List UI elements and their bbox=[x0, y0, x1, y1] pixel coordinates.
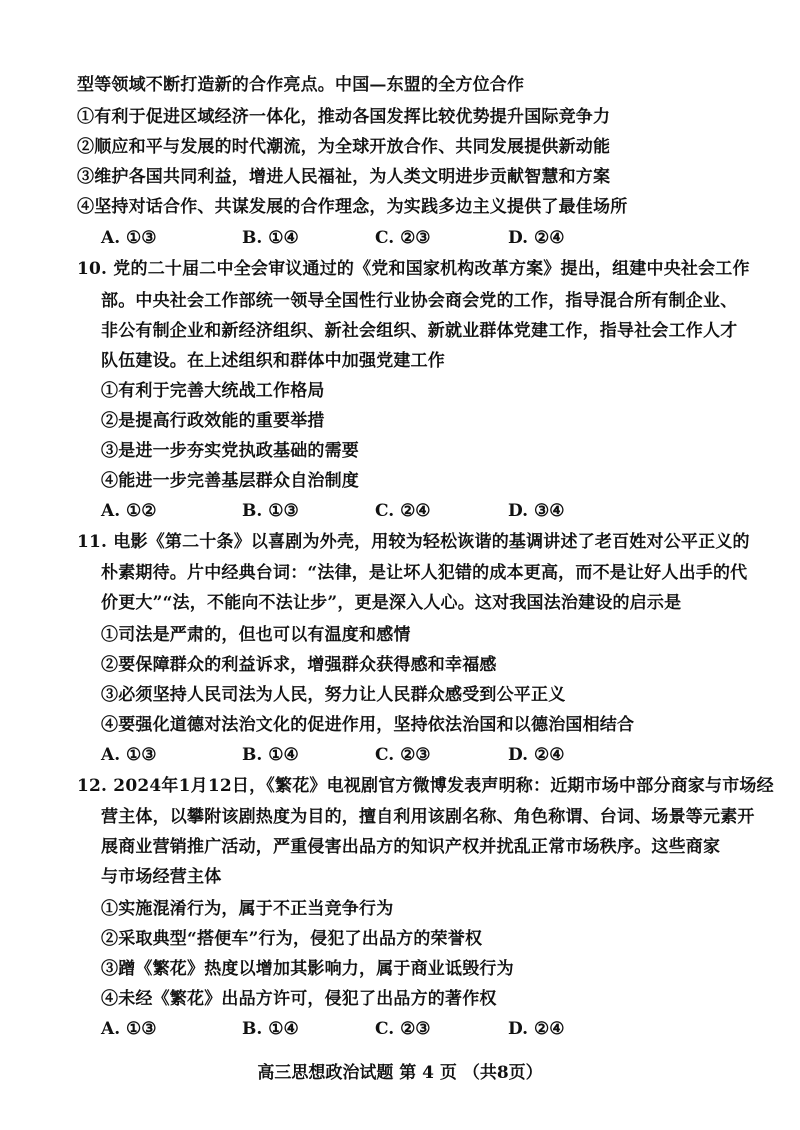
q11-option-b: B. ①④ bbox=[242, 745, 299, 765]
q9-option-c: C. ②③ bbox=[375, 228, 431, 248]
q10-item-4: ④能进一步完善基层群众自治制度 bbox=[101, 471, 359, 491]
q10-item-1: ①有利于完善大统战工作格局 bbox=[101, 381, 325, 401]
q9-item-1: ①有利于促进区域经济一体化，推动各国发挥比较优势提升国际竞争力 bbox=[77, 107, 611, 127]
q10-item-2: ②是提高行政效能的重要举措 bbox=[101, 411, 325, 431]
q9-item-3: ③维护各国共同利益，增进人民福祉，为人类文明进步贡献智慧和方案 bbox=[77, 167, 611, 187]
q9-stem-tail: 型等领域不断打造新的合作亮点。中国—东盟的全方位合作 bbox=[77, 75, 525, 95]
q11-stem-line-3: 价更大”“法，不能向不法让步”，更是深入人心。这对我国法治建设的启示是 bbox=[101, 593, 682, 613]
q10-option-d: D. ③④ bbox=[508, 501, 565, 521]
q11-option-d: D. ②④ bbox=[508, 745, 565, 765]
q10-stem-line-2: 部。中央社会工作部统一领导全国性行业协会商会党的工作，指导混合所有制企业、 bbox=[101, 291, 738, 311]
q10-stem-line-1: 10. 党的二十届二中全会审议通过的《党和国家机构改革方案》提出，组建中央社会工作 bbox=[77, 259, 750, 279]
q10-stem-line-3: 非公有制企业和新经济组织、新社会组织、新就业群体党建工作，指导社会工作人才 bbox=[101, 321, 738, 341]
q11-item-4: ④要强化道德对法治文化的促进作用，坚持依法治国和以德治国相结合 bbox=[101, 715, 635, 735]
q12-stem-line-3: 展商业营销推广活动，严重侵害出品方的知识产权并扰乱正常市场秩序。这些商家 bbox=[101, 837, 721, 857]
page-footer: 高三思想政治试题 第 4 页 （共8页） bbox=[257, 1063, 543, 1083]
q12-stem-line-2: 营主体，以攀附该剧热度为目的，擅自利用该剧名称、角色称谓、台词、场景等元素开 bbox=[101, 807, 755, 827]
q11-option-a: A. ①③ bbox=[101, 745, 157, 765]
q12-stem-line-4: 与市场经营主体 bbox=[101, 867, 222, 887]
q10-option-c: C. ②④ bbox=[375, 501, 431, 521]
q12-item-4: ④未经《繁花》出品方许可，侵犯了出品方的著作权 bbox=[101, 989, 497, 1009]
q12-stem-line-1: 12. 2024年1月12日，《繁花》电视剧官方微博发表声明称：近期市场中部分商家与市场经 bbox=[77, 776, 774, 796]
q11-item-1: ①司法是严肃的，但也可以有温度和感情 bbox=[101, 625, 411, 645]
q12-option-b: B. ①④ bbox=[242, 1019, 299, 1039]
q9-item-4: ④坚持对话合作、共谋发展的合作理念，为实践多边主义提供了最佳场所 bbox=[77, 197, 628, 217]
q9-item-2: ②顺应和平与发展的时代潮流，为全球开放合作、共同发展提供新动能 bbox=[77, 137, 611, 157]
q9-option-d: D. ②④ bbox=[508, 228, 565, 248]
q10-option-b: B. ①③ bbox=[242, 501, 299, 521]
q11-option-c: C. ②③ bbox=[375, 745, 431, 765]
q9-option-a: A. ①③ bbox=[101, 228, 157, 248]
q12-option-c: C. ②③ bbox=[375, 1019, 431, 1039]
q12-item-1: ①实施混淆行为，属于不正当竞争行为 bbox=[101, 899, 394, 919]
q10-option-a: A. ①② bbox=[101, 501, 157, 521]
q12-option-a: A. ①③ bbox=[101, 1019, 157, 1039]
q11-item-3: ③必须坚持人民司法为人民，努力让人民群众感受到公平正义 bbox=[101, 685, 566, 705]
q12-option-d: D. ②④ bbox=[508, 1019, 565, 1039]
q11-item-2: ②要保障群众的利益诉求，增强群众获得感和幸福感 bbox=[101, 655, 497, 675]
q11-stem-line-1: 11. 电影《第二十条》以喜剧为外壳，用较为轻松诙谐的基调讲述了老百姓对公平正义的 bbox=[77, 532, 750, 552]
q11-stem-line-2: 朴素期待。片中经典台词：“法律，是让坏人犯错的成本更高，而不是让好人出手的代 bbox=[101, 563, 748, 583]
q12-item-3: ③蹭《繁花》热度以增加其影响力，属于商业诋毁行为 bbox=[101, 959, 514, 979]
q9-option-b: B. ①④ bbox=[242, 228, 299, 248]
q10-item-3: ③是进一步夯实党执政基础的需要 bbox=[101, 441, 359, 461]
q10-stem-line-4: 队伍建设。在上述组织和群体中加强党建工作 bbox=[101, 351, 445, 371]
q12-item-2: ②采取典型“搭便车”行为，侵犯了出品方的荣誉权 bbox=[101, 929, 483, 949]
